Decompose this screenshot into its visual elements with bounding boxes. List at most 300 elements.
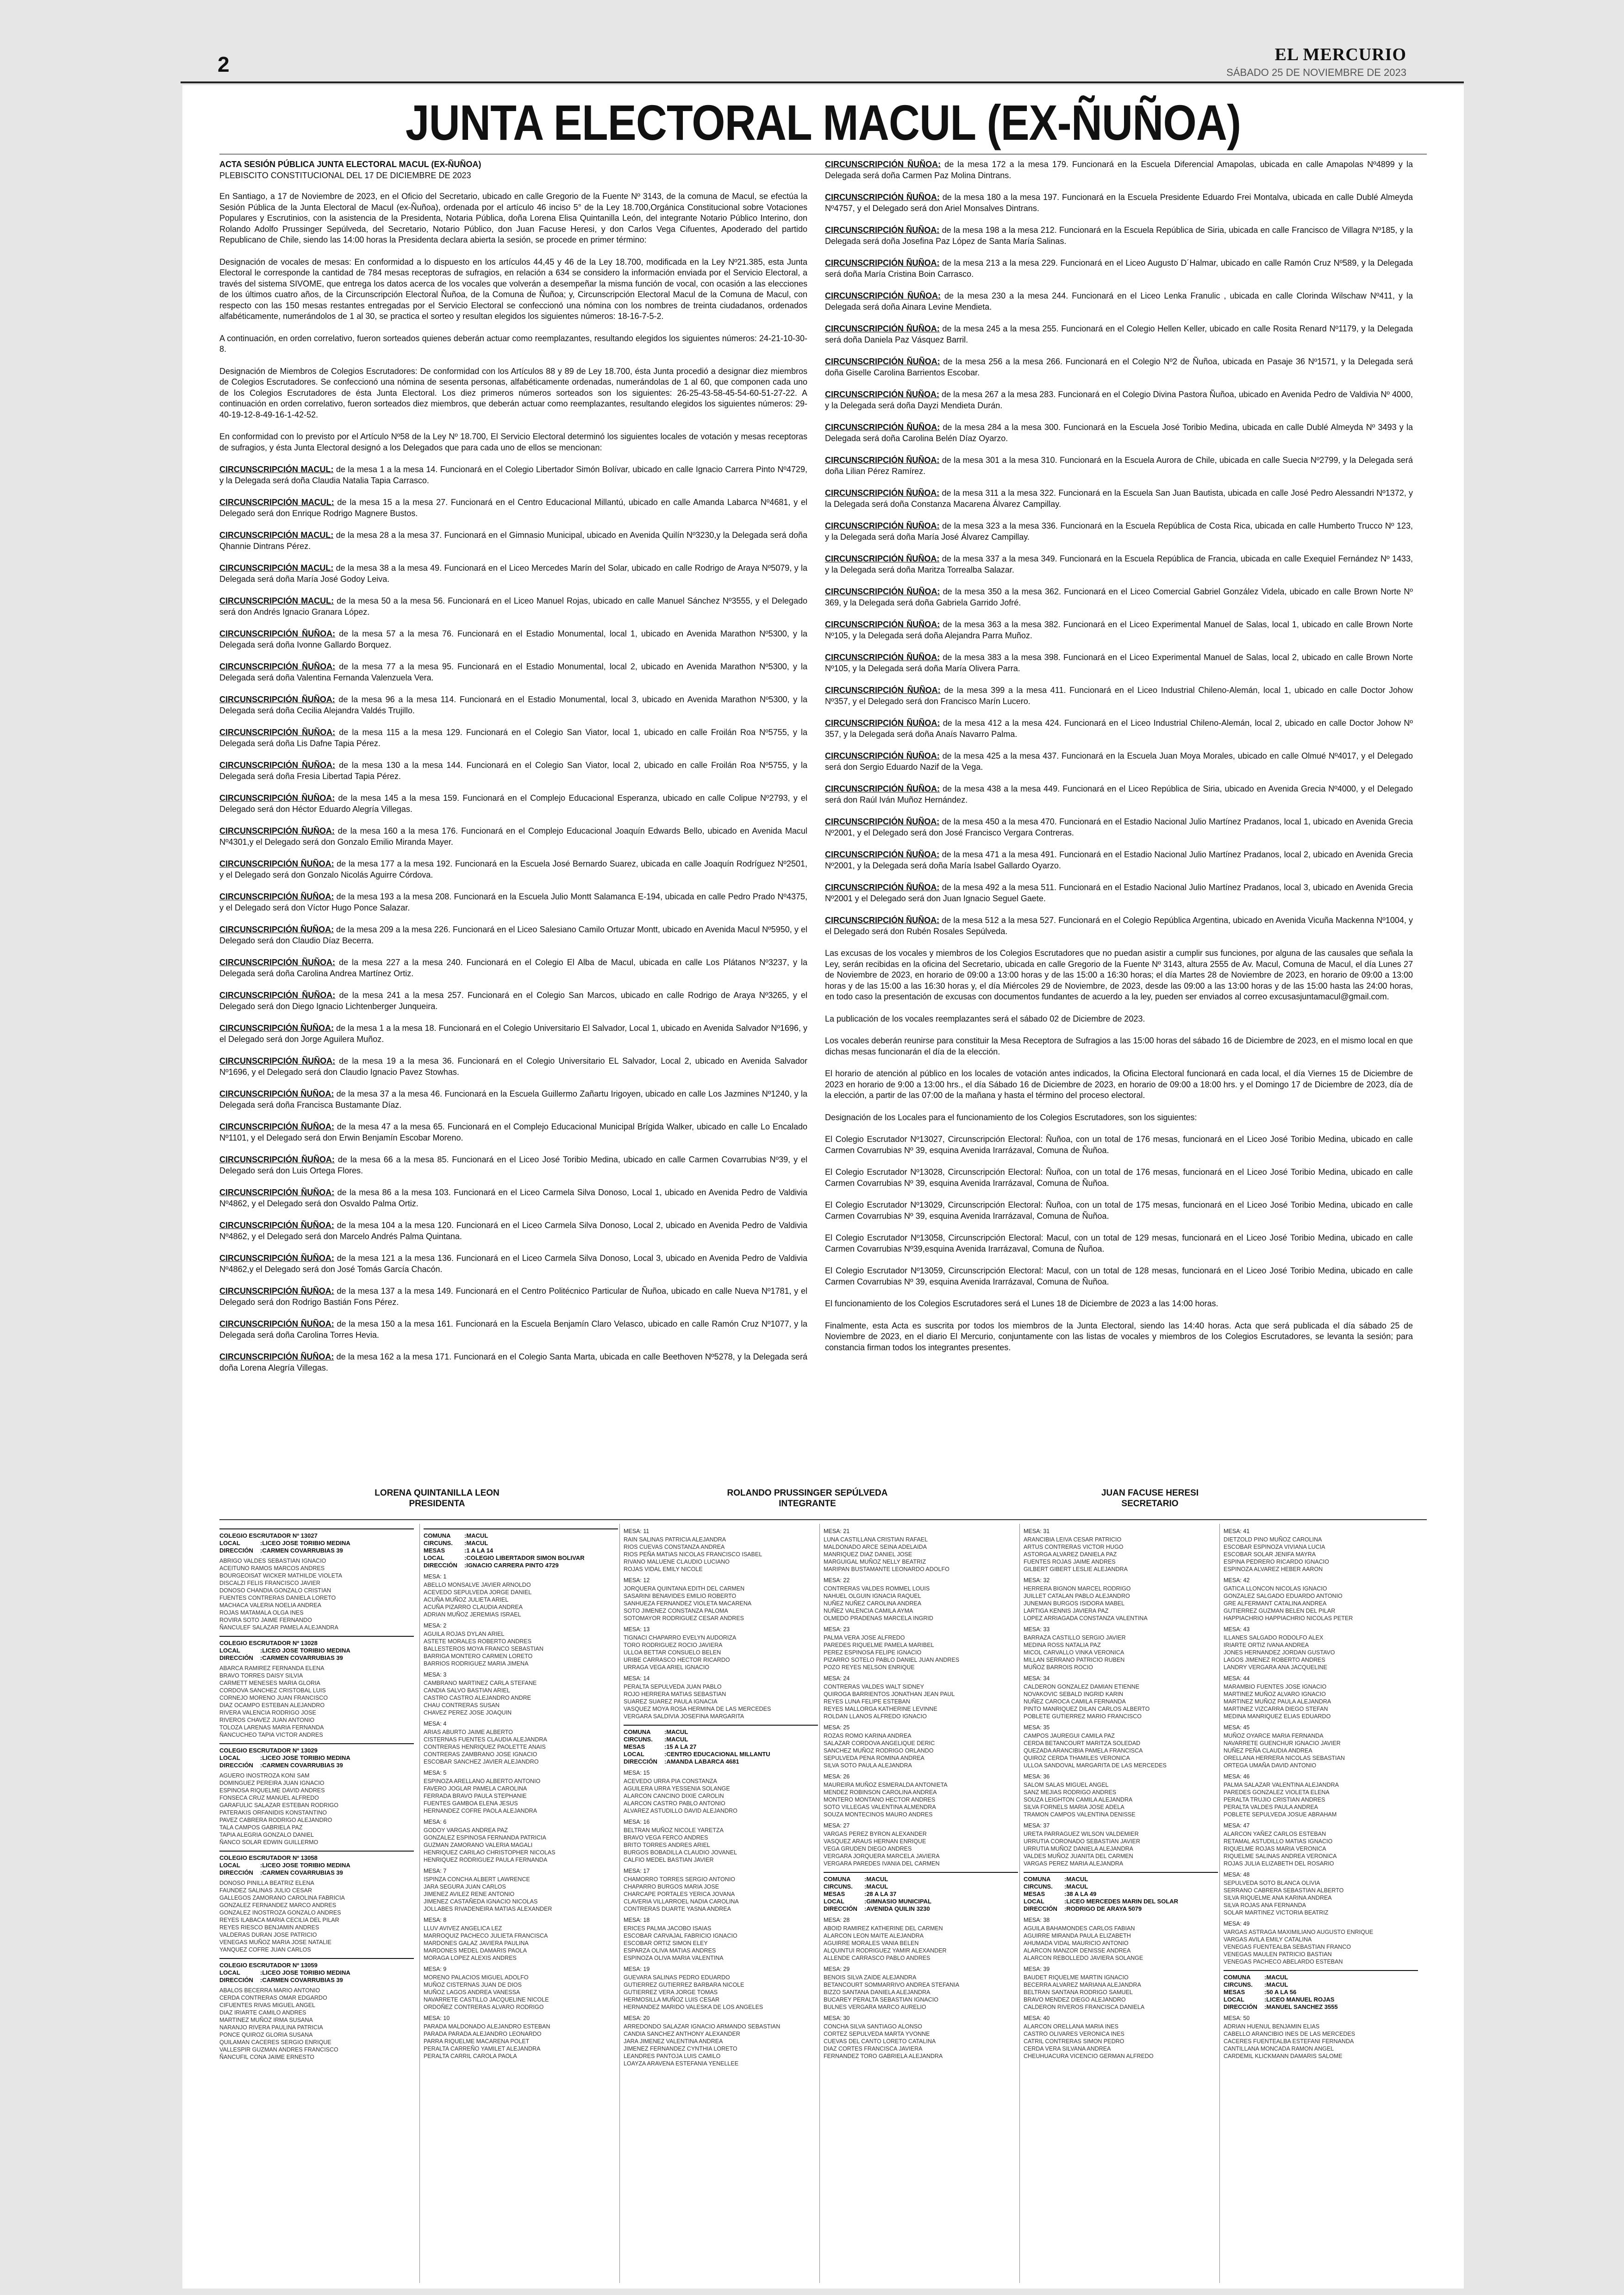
vocal-name: TRAMON CAMPOS VALENTINA DENISSE <box>1024 1811 1136 1818</box>
circunscripcion-entry <box>219 1352 807 1373</box>
circunscripcion-label: CIRCUNSCRIPCIÓN ÑUÑOA: <box>219 958 336 967</box>
vocal-name: ESCOBAR SANCHEZ JAVIER ALEJANDRO <box>424 1759 539 1765</box>
page-number: 2 <box>218 52 230 76</box>
vocal-name: AGUILERA URRA YESSENIA SOLANGE <box>624 1785 730 1792</box>
circunscripcion-label: CIRCUNSCRIPCIÓN ÑUÑOA: <box>219 1286 334 1296</box>
vocal-name: DIETZOLD PINO MUÑOZ CAROLINA <box>1224 1536 1322 1543</box>
mesa-heading: MESA: 15 <box>624 1770 650 1776</box>
mesa-heading: MESA: 46 <box>1224 1773 1250 1780</box>
closing-paragraph: El Colegio Escrutador Nº13029, Circunscripción Electoral: Ñuñoa, con un total de 175 mesas, funcionará en el Liceo José Toribio Medina, ubicado en calle Carmen Covarrubias Nº 39, esquina Avenida Irarrázaval, Comuna de Ñuñoa. <box>825 1200 1413 1221</box>
acta-locales: En conformidad con lo previsto por el Artículo Nº58 de la Ley Nº 18.700, El Servicio Electoral determinó los siguientes locales de votación y mesas receptoras de sufragios, y ésta Junta Electoral designó a los Delegados que para cada uno de ellos se mencionan: <box>219 432 807 452</box>
descriptor-key: COMUNA <box>824 1876 851 1883</box>
vocal-name: JOLLABES RIVADENEIRA MATIAS ALEXANDER <box>424 1906 552 1912</box>
descriptor-value: :LICEO JOSE TORIBIO MEDINA <box>260 1754 350 1761</box>
circunscripcion-label: CIRCUNSCRIPCIÓN ÑUÑOA: <box>219 1122 334 1131</box>
colegio-member: ÑANCUFIL CONA JAIME ERNESTO <box>219 2054 314 2060</box>
mesa-heading: MESA: 22 <box>824 1577 850 1584</box>
vocal-name: ESCOBAR SOLAR JENIFA MAYRA <box>1224 1551 1316 1558</box>
vocal-name: MARDONES GALAZ JAVIERA PAULINA <box>424 1940 529 1946</box>
vocal-name: RIQUELME ROJAS MARIA VERONICA <box>1224 1846 1326 1852</box>
vocal-name: GATICA LLONCON NICOLAS IGNACIO <box>1224 1585 1327 1592</box>
circunscripcion-entry <box>219 1089 807 1110</box>
descriptor-value: :CARMEN COVARRUBIAS 39 <box>260 1654 343 1661</box>
circunscripcion-text: de la mesa 363 a la mesa 382. Funcionará en el Liceo Experimental Manuel de Salas, local 1, ubicado en calle Brown Norte Nº105, y la Delegada será doña Alejandra Parra Muñoz. <box>825 620 1413 640</box>
circunscripcion-entry <box>219 1122 807 1143</box>
vocal-name: GILBERT GIBERT LESLIE ALEJANDRA <box>1024 1566 1128 1572</box>
vocal-name: BALLESTEROS MOYA FRANCO SEBASTIAN <box>424 1646 543 1652</box>
mesa-heading: MESA: 39 <box>1024 1966 1050 1972</box>
vocal-name: AGUILA BAHAMONDES CARLOS FABIAN <box>1024 1925 1135 1932</box>
vocal-name: SUAREZ SUAREZ PAULA IGNACIA <box>624 1698 718 1705</box>
mesa-heading: MESA: 6 <box>424 1819 447 1825</box>
vocales-column <box>419 1524 618 2283</box>
circunscripcion-entry <box>219 1154 807 1176</box>
circunscripcion-label: CIRCUNSCRIPCIÓN ÑUÑOA: <box>825 291 941 300</box>
circunscripcion-entry <box>825 915 1413 937</box>
colegio-member: TALA CAMPOS GABRIELA PAZ <box>219 1824 303 1831</box>
colegio-title: COLEGIO ESCRUTADOR Nº 13058 <box>219 1854 318 1861</box>
colegio-member: DOMINGUEZ PEREIRA JUAN IGNACIO <box>219 1780 325 1786</box>
colegio-member: ÑANCUCHEO TAPIA VICTOR ANDRES <box>219 1732 323 1738</box>
signer-role: SECRETARIO <box>1121 1499 1179 1509</box>
vocal-name: BIZZO SANTANA DANIELA ALEJANDRA <box>824 1989 931 1996</box>
headline-rule <box>219 154 1427 155</box>
colegio-member: QUILAMAN CACERES SERGIO ENRIQUE <box>219 2039 331 2046</box>
colegio-title: COLEGIO ESCRUTADOR Nº 13027 <box>219 1532 318 1539</box>
descriptor-key: LOCAL <box>624 1751 644 1758</box>
descriptor-value: :1 A LA 14 <box>464 1547 493 1554</box>
mesa-heading: MESA: 2 <box>424 1622 447 1629</box>
vocal-name: MALDONADO ARCE SEINA ADELAIDA <box>824 1544 927 1550</box>
circunscripcion-label: CIRCUNSCRIPCIÓN ÑUÑOA: <box>825 423 940 432</box>
circunscripcion-text: de la mesa 267 a la mesa 283. Funcionará en el Colegio Divina Pastora Ñuñoa, ubicado en Avenida Pedro de Valdivia Nº 4000, y la Delegada será doña Dayzi Mendieta Durán. <box>825 390 1413 410</box>
descriptor-row <box>1224 1996 1418 2003</box>
vocal-name: NAVARRETE GUENCHUR IGNACIO JAVIER <box>1224 1740 1341 1746</box>
circunscripcion-entry <box>219 1319 807 1341</box>
vocal-name: POZO REYES NELSON ENRIQUE <box>824 1664 915 1671</box>
circunscripcion-label: CIRCUNSCRIPCIÓN ÑUÑOA: <box>219 1221 334 1230</box>
vocal-name: URIBE CARRASCO HECTOR RICARDO <box>624 1657 730 1663</box>
circunscripcion-text: de la mesa 323 a la mesa 336. Funcionará en la Escuela República de Costa Rica, ubicada en calle Humberto Trucco Nº 123, y la Delegada será doña María José Álvarez Campillay. <box>825 521 1413 542</box>
circunscripcion-entry <box>825 291 1413 312</box>
vocal-name: RIQUELME SALINAS ANDREA VERONICA <box>1224 1853 1337 1859</box>
circunscripcion-label: CIRCUNSCRIPCIÓN ÑUÑOA: <box>825 686 941 695</box>
newspaper-name: EL MERCURIO <box>1274 45 1406 64</box>
circunscripcion-entry <box>219 1023 807 1045</box>
vocal-name: BRITO TORRES ANDRES ARIEL <box>624 1842 710 1848</box>
vocal-name: ULLOA SANDOVAL MARGARITA DE LAS MERCEDES <box>1024 1762 1167 1769</box>
local-descriptor <box>424 1528 618 1569</box>
vocal-name: ROJAS VIDAL EMILY NICOLE <box>624 1566 703 1572</box>
circunscripcion-text: de la mesa 209 a la mesa 226. Funcionará en el Liceo Salesiano Camilo Ortuzar Montt, ubicado en Avenida Macul Nº5950, y el Delegado será don Claudio Díaz Becerra. <box>219 925 807 945</box>
descriptor-row <box>424 1554 618 1562</box>
colegio-header <box>219 1743 414 1769</box>
colegio-member: ÑANCO SOLAR EDWIN GUILLERMO <box>219 1839 319 1846</box>
vocal-name: LARTIGA KENNIS JAVIERA PAZ <box>1024 1608 1109 1614</box>
vocal-name: NUÑEZ NUÑEZ CAROLINA ANDREA <box>824 1600 922 1607</box>
circunscripcion-label: CIRCUNSCRIPCIÓN ÑUÑOA: <box>219 1352 334 1361</box>
descriptor-value: :50 A LA 56 <box>1264 1989 1297 1996</box>
vocal-name: ESPINOZA ARELLANO ALBERTO ANTONIO <box>424 1778 541 1784</box>
vocal-name: VENEGAS MAULEN PATRICIO BASTIAN <box>1224 1951 1332 1958</box>
acta-colegios: Designación de Miembros de Colegios Escrutadores: De conformidad con los Artículos 88 y 89 de Ley 18.700, ésta Junta procedió a designar diez miembros de Colegios Escrutadores. Se confeccionó una nómina de sesenta personas, alfabéticamente ordenadas, numerándolas de 1 al 60, que componen cada uno de los Colegios Escrutadores de ésta Junta Electoral. Los diez primeros números sorteados son los siguientes: 26-25-43-58-45-54-60-51-27-22. A continuación en orden correlativo, fueron sorteados diez miembros, que deberán actuar como reemplazantes, resultando elegidos los siguientes números: 29-40-19-12-8-49-16-1-42-52. <box>219 366 807 419</box>
vocal-name: VENEGAS FUENTEALBA SEBASTIAN FRANCO <box>1224 1944 1351 1950</box>
descriptor-value: :LICEO JOSE TORIBIO MEDINA <box>260 1540 350 1547</box>
descriptor-key: CIRCUNS. <box>424 1540 453 1547</box>
descriptor-value: :CARMEN COVARRUBIAS 39 <box>260 1977 343 1983</box>
vocal-name: ERICES PALMA JACOBO ISAIAS <box>624 1925 712 1932</box>
vocal-name: CANTILLANA MONCADA RAMON ANGEL <box>1224 2046 1334 2052</box>
vocal-name: SILVA FORNELS MARIA JOSE ADELA <box>1024 1804 1124 1810</box>
vocal-name: MILLAN SERRANO PATRICIO RUBEN <box>1024 1657 1125 1663</box>
closing-paragraph: La publicación de los vocales reemplazantes será el sábado 02 de Diciembre de 2023. <box>825 1014 1145 1023</box>
circunscripcion-text: de la mesa 180 a la mesa 197. Funcionará en la Escuela Presidente Eduardo Frei Montalva, ubicada en calle Dublé Almeyda Nº4757, y el Delegado será don Ariel Monsalves Dintrans. <box>825 193 1413 213</box>
circunscripcion-entry <box>219 661 807 683</box>
descriptor-value: :CARMEN COVARRUBIAS 39 <box>260 1762 343 1769</box>
circunscripcion-entry <box>825 619 1413 641</box>
vocal-name: MARAMBIO FUENTES JOSE IGNACIO <box>1224 1684 1327 1690</box>
descriptor-row <box>1224 2003 1418 2011</box>
circunscripcion-label: CIRCUNSCRIPCIÓN ÑUÑOA: <box>219 1188 335 1197</box>
descriptor-row <box>624 1751 818 1758</box>
vocal-name: MAUREIRA MUÑOZ ESMERALDA ANTONIETA <box>824 1782 948 1788</box>
circunscripcion-entry <box>219 760 807 782</box>
descriptor-value: :LICEO JOSE TORIBIO MEDINA <box>260 1647 350 1654</box>
vocal-name: MARIPAN BUSTAMANTE LEONARDO ADOLFO <box>824 1566 949 1572</box>
circunscripcion-entry <box>825 521 1413 543</box>
vocal-name: CAMPOS JAUREGUI CAMILA PAZ <box>1024 1733 1115 1739</box>
colegio-member: BRAVO TORRES DAISY SILVIA <box>219 1672 303 1679</box>
colegio-member: GARAFULIC SALAZAR ESTEBAN RODRIGO <box>219 1802 338 1809</box>
descriptor-key: LOCAL <box>219 1754 240 1761</box>
circunscripcion-label: CIRCUNSCRIPCIÓN ÑUÑOA: <box>219 892 334 901</box>
vocal-name: FAVERO JOGLAR PAMELA CAROLINA <box>424 1785 527 1792</box>
descriptor-row <box>424 1562 618 1569</box>
mesa-heading: MESA: 27 <box>824 1822 850 1829</box>
vocal-name: LOAYZA ARAVENA ESTEFANIA YENELLEE <box>624 2060 739 2067</box>
vocal-name: PAREDES RIQUELME PAMELA MARIBEL <box>824 1642 934 1648</box>
descriptor-key: LOCAL <box>824 1898 844 1905</box>
vocal-name: HERMOSILLA MUÑOZ LUIS CESAR <box>624 1996 719 2003</box>
mesa-heading: MESA: 16 <box>624 1819 650 1825</box>
descriptor-row <box>824 1876 1018 1883</box>
vocal-name: ALARCON CANCINO DIXIE CAROLIN <box>624 1793 724 1799</box>
descriptor-value: :LICEO MERCEDES MARIN DEL SOLAR <box>1064 1898 1179 1905</box>
mesa-heading: MESA: 49 <box>1224 1921 1250 1927</box>
circunscripcion-label: CIRCUNSCRIPCIÓN ÑUÑOA: <box>825 488 940 498</box>
circunscripcion-text: de la mesa 399 a la mesa 411. Funcionará en el Liceo Industrial Chileno-Alemán, local 1, ubicado en calle Doctor Johow Nº357, y el Delegado será don Francisco Marín Lucero. <box>825 686 1413 706</box>
colegio-member: ABARCA RAMIREZ FERNANDA ELENA <box>219 1665 325 1671</box>
vocal-name: PERALTA TRUJIO CRISTIAN ANDRES <box>1224 1796 1325 1803</box>
circunscripcion-text: de la mesa 130 a la mesa 144. Funcionará en el Colegio San Viator, local 2, ubicado en calle Froilán Roa Nº5755, y la Delegada será doña Fresia Libertad Tapia Pérez. <box>219 761 807 781</box>
circunscripcion-text: de la mesa 337 a la mesa 349. Funcionará en la Escuela República de Francia, ubicada en calle Exequiel Fernández Nº 1433, y la Delegada será doña Maritza Torrealba Salazar. <box>825 554 1413 574</box>
signature-block <box>710 1488 905 1509</box>
descriptor-row <box>824 1883 1018 1890</box>
descriptor-value: :AMANDA LABARCA 4681 <box>664 1758 739 1765</box>
vocal-name: RIOS PEÑA MATIAS NICOLAS FRANCISCO ISABEL <box>624 1551 762 1558</box>
vocal-name: LOPEZ ARRIAGADA CONSTANZA VALENTINA <box>1024 1615 1148 1621</box>
mesa-heading: MESA: 14 <box>624 1675 650 1682</box>
circunscripcion-entry <box>825 751 1413 773</box>
closing-paragraph: El Colegio Escrutador Nº13059, Circunscripción Electoral: Macul, con un total de 128 mesas, funcionará en el Liceo José Toribio Medina, ubicado en calle Carmen Covarrubias Nº 39, esquina Avenida Irarrázaval, Comuna de Ñuñoa. <box>825 1266 1413 1286</box>
vocal-name: ABOID RAMIREZ KATHERINE DEL CARMEN <box>824 1925 943 1932</box>
circunscripcion-text: de la mesa 15 a la mesa 27. Funcionará en el Centro Educacional Millantú, ubicado en calle Amanda Labarca Nº4681, y el Delegado será don Enrique Rodrigo Magnere Bustos. <box>219 498 807 518</box>
circunscripcion-entry <box>825 455 1413 477</box>
circunscripcion-entry <box>219 957 807 979</box>
mesa-heading: MESA: 47 <box>1224 1822 1250 1829</box>
vocal-name: VALDES MUÑOZ JUANITA DEL CARMEN <box>1024 1853 1133 1859</box>
vocal-name: LAGOS JIMENEZ ROBERTO ANDRES <box>1224 1657 1325 1663</box>
closing-paragraph: Finalmente, esta Acta es suscrita por todos los miembros de la Junta Electoral, siendo las 14:40 horas. Acta que será publicada el día sábado 25 de Noviembre de 2023, en el diario El Mercurio, conjuntamente con las listas de vocales y miembros de los Colegios Escrutadores, se levanta la sesión; para constancia firman todos los integrantes presentes. <box>825 1321 1413 1352</box>
mesa-heading: MESA: 18 <box>624 1917 650 1923</box>
descriptor-row <box>219 1869 414 1877</box>
colegio-member: CIFUENTES RIVAS MIGUEL ANGEL <box>219 2002 315 2008</box>
circunscripcion-label: CIRCUNSCRIPCIÓN ÑUÑOA: <box>825 193 940 202</box>
circunscripcion-label: CIRCUNSCRIPCIÓN ÑUÑOA: <box>825 357 940 366</box>
vocal-name: HERNANDEZ COFRE PAOLA ALEJANDRA <box>424 1808 537 1814</box>
vocal-name: ADRIAN MUÑOZ JEREMIAS ISRAEL <box>424 1611 521 1618</box>
colegio-member: PATERAKIS ORFANIDIS KONSTANTINO <box>219 1809 327 1816</box>
circunscripcion-entry <box>825 258 1413 280</box>
vocal-name: ROLDAN LLANOS ALFREDO IGNACIO <box>824 1713 927 1720</box>
circunscripcion-text: de la mesa 86 a la mesa 103. Funcionará en el Liceo Carmela Silva Donoso, Local 1, ubicado en Avenida Pedro de Valdivia Nº4862, y el Delegado será don Osvaldo Palma Ortiz. <box>219 1188 807 1208</box>
vocal-name: PALMA SALAZAR VALENTINA ALEJANDRA <box>1224 1782 1339 1788</box>
colegio-member: FONSECA CRUZ MANUEL ALFREDO <box>219 1795 319 1801</box>
descriptor-row <box>1224 1981 1418 1989</box>
colegio-member: TAPIA ALEGRIA GONZALO DANIEL <box>219 1832 314 1838</box>
circunscripcion-label: CIRCUNSCRIPCIÓN MACUL: <box>219 465 334 474</box>
vocal-name: TORO RODRIGUEZ ROCIO JAVIERA <box>624 1642 723 1648</box>
vocal-name: PARRA RIQUELME MACARENA POLET <box>424 2038 530 2045</box>
descriptor-row <box>1224 1989 1418 1996</box>
vocal-name: CAMBRANO MARTINEZ CARLA STEFANE <box>424 1680 537 1686</box>
vocal-name: ESPINOZA OLIVA MARIA VALENTINA <box>624 1955 724 1961</box>
circunscripcion-text: de la mesa 241 a la mesa 257. Funcionará en el Colegio San Marcos, ubicado en calle Rodrigo de Araya Nº3265, y el Delegado será don Diego Ignacio Lichtenberger Junqueira. <box>219 991 807 1011</box>
vocal-name: HENRIQUEZ RODRIGUEZ PAULA FERNANDA <box>424 1857 548 1863</box>
circunscripcion-entry <box>219 596 807 617</box>
descriptor-value: :COLEGIO LIBERTADOR SIMON BOLIVAR <box>464 1554 585 1561</box>
vocal-name: ABELLO MONSALVE JAVIER ARNOLDO <box>424 1582 531 1588</box>
circunscripcion-entry <box>825 324 1413 345</box>
vocal-name: LEANDRES PANTOJA LUIS CAMILO <box>624 2053 721 2059</box>
vocal-name: CABELLO ARANCIBIO INES DE LAS MERCEDES <box>1224 2031 1355 2037</box>
vocal-name: CONCHA SILVA SANTIAGO ALONSO <box>824 2023 922 2030</box>
descriptor-value: :MACUL <box>1264 1981 1288 1988</box>
vocal-name: AGUILA ROJAS DYLAN ARIEL <box>424 1631 505 1637</box>
circunscripcion-label: CIRCUNSCRIPCIÓN ÑUÑOA: <box>825 653 940 662</box>
closing-paragraph: El Colegio Escrutador Nº13058, Circunscripción Electoral: Macul, con un total de 129 mesas, funcionará en el Liceo José Toribio Medina, ubicado en calle Carmen Covarrubias Nº39,esquina Avenida Irarrázaval, Comuna de Ñuñoa. <box>825 1233 1413 1254</box>
vocal-name: ESPINA PEDRERO RICARDO IGNACIO <box>1224 1559 1329 1565</box>
vocal-name: ARANCIBIA LEIVA CESAR PATRICIO <box>1024 1536 1122 1543</box>
mesa-heading: MESA: 32 <box>1024 1577 1050 1584</box>
circunscripcion-entry <box>219 727 807 749</box>
colegio-member: DIAZ OCAMPO ESTEBAN ALEJANDRO <box>219 1702 325 1709</box>
vocal-name: GUTIERREZ GUTIERREZ BARBARA NICOLE <box>624 1982 744 1988</box>
circunscripcion-text: de la mesa 77 a la mesa 95. Funcionará en el Estadio Monumental, local 2, ubicado en Avenida Marathon Nº5300, y la Delegada será doña Valentina Fernanda Valenzuela Vera. <box>219 662 807 682</box>
mesa-heading: MESA: 25 <box>824 1724 850 1731</box>
vocal-name: GRE ALFERMANT CATALINA ANDREA <box>1224 1600 1327 1607</box>
vocales-column <box>1219 1524 1418 2283</box>
descriptor-key: COMUNA <box>1224 1974 1251 1981</box>
vocal-name: MENDEZ ROBINSON CAROLINA ANDREA <box>824 1789 937 1796</box>
circunscripcion-label: CIRCUNSCRIPCIÓN ÑUÑOA: <box>825 554 940 563</box>
circunscripcion-entry <box>219 990 807 1012</box>
descriptor-value: :28 A LA 37 <box>864 1890 897 1897</box>
descriptor-value: :AVENIDA QUILIN 3230 <box>864 1905 930 1912</box>
mesa-heading: MESA: 38 <box>1024 1917 1050 1923</box>
vocales-lists <box>219 1524 1427 2283</box>
mesa-heading: MESA: 41 <box>1224 1528 1250 1534</box>
vocal-name: ALARCON MANZOR DENISSE ANDREA <box>1024 1947 1131 1954</box>
mesa-heading: MESA: 43 <box>1224 1626 1250 1633</box>
mesa-heading: MESA: 13 <box>624 1626 650 1633</box>
vocal-name: CALDERON RIVEROS FRANCISCA DANIELA <box>1024 2004 1145 2010</box>
circunscripcion-label: CIRCUNSCRIPCIÓN ÑUÑOA: <box>825 225 940 235</box>
circunscripcion-text: de la mesa 412 a la mesa 424. Funcionará en el Liceo Industrial Chileno-Alemán, local 2, ubicado en calle Doctor Johow Nº 357, y la Delegada será doña Anaís Navarro Palma. <box>825 718 1413 739</box>
vocal-name: JORQUERA QUINTANA EDITH DEL CARMEN <box>624 1585 745 1592</box>
vocal-name: SANZ MEJIAS RODRIGO ANDRES <box>1024 1789 1117 1796</box>
vocal-name: SEPULVEDA PENA ROMINA ANDREA <box>824 1755 924 1761</box>
circunscripcion-entry <box>825 554 1413 575</box>
vocal-name: JIMENEZ CASTAÑEDA IGNACIO NICOLAS <box>424 1898 538 1905</box>
descriptor-row <box>824 1898 1018 1905</box>
vocal-name: CHAVEZ PEREZ JOSE JOAQUIN <box>424 1709 512 1716</box>
vocal-name: REYES MALLORGA KATHERINE LEVINNE <box>824 1706 937 1712</box>
circunscripcion-entry <box>825 817 1413 838</box>
vocal-name: MARGUIGAL MUÑOZ NELLY BEATRIZ <box>824 1559 926 1565</box>
descriptor-row <box>824 1905 1018 1913</box>
vocal-name: ILLANES SALGADO RODOLFO ALEX <box>1224 1634 1324 1641</box>
vocal-name: URRUTIA CORONADO SEBASTIAN JAVIER <box>1024 1838 1140 1845</box>
vocal-name: ORDOÑEZ CONTRERAS ALVARO RODRIGO <box>424 2004 544 2010</box>
colegio-member: GONZALEZ FERNANDEZ MARCO ANDRES <box>219 1902 337 1908</box>
colegio-member: FUENTES CONTRERAS DANIELA LORETO <box>219 1595 336 1601</box>
vocal-name: ALARCON CASTRO PABLO ANTONIO <box>624 1800 725 1807</box>
circunscripcion-text: de la mesa 230 a la mesa 244. Funcionará en el Liceo Lenka Franulic , ubicada en calle Clorinda Wilschaw Nº411, y la Delegada será doña Ainara Levine Mendieta. <box>825 291 1413 312</box>
circunscripcion-text: de la mesa 66 a la mesa 85. Funcionará en el Liceo José Toribio Medina, ubicado en calle Carmen Covarrubias Nº39, y el Delegado será don Luis Ortega Flores. <box>219 1155 807 1175</box>
vocal-name: PERALTA SEPULVEDA JUAN PABLO <box>624 1684 722 1690</box>
circunscripcion-text: de la mesa 227 a la mesa 240. Funcionará en el Colegio El Alba de Macul, ubicada en calle Los Plátanos Nº3237, y la Delegada será doña Carolina Andrea Martínez Ortiz. <box>219 958 807 978</box>
circunscripcion-label: CIRCUNSCRIPCIÓN ÑUÑOA: <box>825 324 940 333</box>
vocal-name: MUÑOZ CISTERNAS JUAN DE DIOS <box>424 1982 522 1988</box>
circunscripcion-entry <box>825 356 1413 378</box>
descriptor-row <box>624 1728 818 1736</box>
colegio-member: ÑANCULEF SALAZAR PAMELA ALEJANDRA <box>219 1624 338 1631</box>
descriptor-key: CIRCUNS. <box>1024 1883 1053 1890</box>
mesa-heading: MESA: 48 <box>1224 1871 1250 1878</box>
mesa-heading: MESA: 10 <box>424 2015 450 2021</box>
vocal-name: HERNANDEZ MARIDO VALESKA DE LOS ANGELES <box>624 2004 763 2010</box>
vocal-name: CONTRERAS VALDES WALT SIDNEY <box>824 1684 924 1690</box>
vocal-name: MARTINEZ MUÑOZ ALVARO IGNACIO <box>1224 1691 1326 1697</box>
vocal-name: SOUZA LEIGHTON CAMILA ALEJANDRA <box>1024 1796 1133 1803</box>
circunscripcion-entry <box>825 389 1413 411</box>
circunscripcion-text: de la mesa 383 a la mesa 398. Funcionará en el Liceo Experimental Manuel de Salas, local 2, ubicado en calle Brown Norte Nº105, y la Delegada será doña María Olivera Parra. <box>825 653 1413 673</box>
circunscripcion-text: de la mesa 245 a la mesa 255. Funcionará en el Colegio Hellen Keller, ubicado en calle Rosita Renard Nº1179, y la Delegada será doña Daniela Paz Vásquez Barril. <box>825 324 1413 344</box>
vocal-name: SOTO VILLEGAS VALENTINA ALMENDRA <box>824 1804 936 1810</box>
vocal-name: CERDA BETANCOURT MARITZA SOLEDAD <box>1024 1740 1141 1746</box>
vocal-name: SILVA RIQUELME ANA KARINA ANDREA <box>1224 1895 1332 1901</box>
circunscripcion-text: de la mesa 28 a la mesa 37. Funcionará en el Gimnasio Municipal, ubicado en Avenida Quilín Nº3230,y la Delegada será doña Qhannie Dintrans Pérez. <box>219 530 807 551</box>
vocal-name: ESPARZA OLIVA MATIAS ANDRES <box>624 1947 716 1954</box>
descriptor-key: DIRECCIÓN <box>424 1562 457 1569</box>
descriptor-key: CIRCUNS. <box>1224 1981 1253 1988</box>
vocal-name: VARGAS PEREZ BYRON ALEXANDER <box>824 1831 927 1837</box>
vocal-name: JARA JIMENEZ VALENTINA ANDREA <box>624 2038 723 2045</box>
vocal-name: ASTORGA ALVAREZ DANIELA PAZ <box>1024 1551 1117 1558</box>
colegio-member: ESPINOSA RIQUELME DAVID ANDRES <box>219 1787 325 1794</box>
vocal-name: BARRIOS RODRIGUEZ MARIA JIMENA <box>424 1660 529 1667</box>
vocal-name: MARTINEZ VIZCARRA DIEGO STEFAN <box>1224 1706 1328 1712</box>
descriptor-row <box>1024 1890 1218 1898</box>
circunscripcion-text: de la mesa 150 a la mesa 161. Funcionará en la Escuela Benjamín Claro Velasco, ubicado en calle Ramón Cruz Nº1077, y la Delegada será doña Carolina Torres Hevia. <box>219 1319 807 1340</box>
descriptor-value: :RODRIGO DE ARAYA 5079 <box>1064 1905 1142 1912</box>
colegio-member: ACEITUNO RAMOS MARCOS ANDRES <box>219 1565 325 1572</box>
vocal-name: VARGAS AVILA EMILY CATALINA <box>1224 1936 1312 1943</box>
vocal-name: CONTRERAS HENRIQUEZ PAOLETTE ANAIS <box>424 1744 546 1750</box>
vocal-name: MUÑOZ OYARCE MARIA FERNANDA <box>1224 1733 1324 1739</box>
vocal-name: LLUV AVIVEZ ANGELICA LEZ <box>424 1925 502 1932</box>
masthead <box>1226 44 1406 79</box>
vocal-name: SOUZA MONTECINOS MAURO ANDRES <box>824 1811 933 1818</box>
colegio-member: REYES ILABACA MARIA CECILIA DEL PILAR <box>219 1917 339 1923</box>
vocal-name: SILVA ROJAS ANA FERNANDA <box>1224 1902 1306 1908</box>
circunscripcion-label: CIRCUNSCRIPCIÓN ÑUÑOA: <box>219 826 335 836</box>
vocal-name: AHUMADA VIDAL MAURICIO ANTONIO <box>1024 1940 1129 1946</box>
colegio-member: DONOSO PINILLA BEATRIZ ELENA <box>219 1880 314 1886</box>
vocal-name: CASTRO CASTRO ALEJANDRO ANDRE <box>424 1695 531 1701</box>
descriptor-row <box>1024 1905 1218 1913</box>
vocal-name: BELTRAN MUÑOZ NICOLE YARETZA <box>624 1827 724 1834</box>
circunscripcion-label: CIRCUNSCRIPCIÓN ÑUÑOA: <box>219 1319 334 1328</box>
descriptor-row <box>424 1532 618 1540</box>
local-descriptor <box>624 1725 818 1765</box>
vocal-name: JUNEMAN BURGOS ISIDORA MABEL <box>1024 1600 1125 1607</box>
circunscripcion-entry <box>219 924 807 946</box>
mesa-heading: MESA: 4 <box>424 1721 447 1727</box>
descriptor-value: :15 A LA 27 <box>664 1743 697 1750</box>
colegio-member: VALLESPIR GUZMAN ANDRES FRANCISCO <box>219 2046 338 2053</box>
colegio-member: ABALOS BECERRA MARIO ANTONIO <box>219 1987 320 1994</box>
vocal-name: CHAMORRO TORRES SERGIO ANTONIO <box>624 1876 736 1883</box>
vocal-name: ACEVEDO SEPULVEDA JORGE DANIEL <box>424 1589 532 1596</box>
circunscripcion-label: CIRCUNSCRIPCIÓN ÑUÑOA: <box>219 859 334 868</box>
circunscripcion-text: de la mesa 1 a la mesa 14. Funcionará en el Colegio Libertador Simón Bolívar, ubicado en calle Ignacio Carrera Pinto Nº4729, y la Delegada será doña Claudia Natalia Tapia Carrasco. <box>219 465 807 485</box>
vocal-name: URETA PARRAGUEZ WILSON VALDEMIER <box>1024 1831 1139 1837</box>
circunscripcion-text: de la mesa 47 a la mesa 65. Funcionará en el Complejo Educacional Municipal Brígida Walker, ubicado en calle Lo Encalado Nº1101, y el Delegado será don Erwin Benjamín Escobar Moreno. <box>219 1122 807 1142</box>
circunscripcion-entry <box>219 826 807 848</box>
vocal-name: QUIROZ CERDA THAMILES VERONICA <box>1024 1755 1130 1761</box>
colegios-column <box>219 1524 414 2283</box>
colegio-member: PAVEZ CABRERA RODRIGO ALEJANDRO <box>219 1817 332 1823</box>
circunscripcion-label: CIRCUNSCRIPCIÓN ÑUÑOA: <box>825 620 940 629</box>
vocal-name: ALVAREZ ASTUDILLO DAVID ALEJANDRO <box>624 1808 737 1814</box>
circunscripcion-label: CIRCUNSCRIPCIÓN ÑUÑOA: <box>825 817 940 826</box>
vocal-name: GUTIERREZ VERA JORGE TOMAS <box>624 1989 718 1996</box>
circunscripcion-label: CIRCUNSCRIPCIÓN ÑUÑOA: <box>825 883 940 892</box>
mesa-heading: MESA: 20 <box>624 2015 650 2021</box>
vocal-name: BECERRA ALVAREZ MARIANA ALEJANDRA <box>1024 1982 1141 1988</box>
mesa-heading: MESA: 17 <box>624 1868 650 1874</box>
descriptor-key: DIRECCIÓN <box>624 1758 657 1765</box>
vocal-name: VENEGAS PACHECO ABELARDO ESTEBAN <box>1224 1958 1343 1965</box>
colegio-header <box>219 1636 414 1662</box>
colegio-member: RIVERA VALENCIA RODRIGO JOSE <box>219 1709 316 1716</box>
mesa-heading: MESA: 50 <box>1224 2015 1250 2021</box>
local-descriptor <box>1224 1970 1418 2011</box>
vocal-name: ESCOBAR ORTIZ SIMON ELEY <box>624 1940 708 1946</box>
circunscripcion-label: CIRCUNSCRIPCIÓN MACUL: <box>219 596 334 605</box>
